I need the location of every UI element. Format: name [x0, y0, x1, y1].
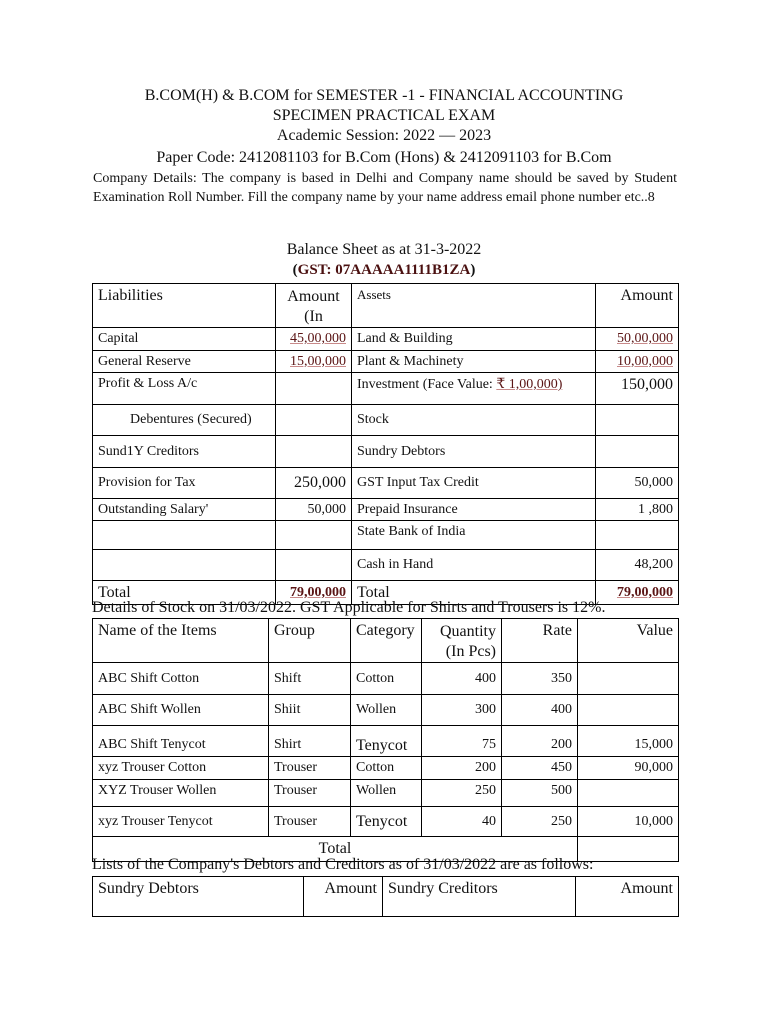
item-name: ABC Shift Wollen: [93, 695, 269, 726]
bs-row: [93, 405, 679, 436]
paper-code: Paper Code: 2412081103 for B.Com (Hons) & 2412091103 for B.Com: [156, 149, 612, 166]
item-category: Tenycot: [351, 726, 422, 757]
stock-total-label: Total: [93, 837, 578, 862]
bs-row: [93, 499, 679, 521]
liability-name: [93, 550, 276, 581]
liability-amount: 250,000: [276, 468, 352, 499]
liability-amount: [276, 550, 352, 581]
gst-number: (GST: 07AAAAA1111B1ZA): [292, 262, 476, 278]
item-value: [578, 663, 679, 695]
item-value: 10,000: [578, 807, 679, 837]
total-amount-left: 79,00,000: [276, 581, 352, 605]
item-value: [578, 695, 679, 726]
asset-name: Prepaid Insurance: [352, 499, 596, 521]
item-group: Shiit: [269, 695, 351, 726]
stock-lead: Details of Stock on 31/03/2022. GST Applicable for Shirts and Trousers is 12%.: [92, 599, 606, 616]
header-sundry-debtors: Sundry Debtors: [93, 877, 304, 917]
liability-amount: [276, 436, 352, 468]
item-quantity: 300: [422, 695, 502, 726]
item-value: 90,000: [578, 757, 679, 780]
liability-name: [93, 521, 276, 550]
bs-row: [93, 550, 679, 581]
liability-amount: 45,00,000: [276, 328, 352, 351]
liability-amount: 50,000: [276, 499, 352, 521]
liability-name: Debentures (Secured): [93, 405, 276, 436]
item-category: Cotton: [351, 757, 422, 780]
asset-amount: [596, 405, 679, 436]
asset-name: GST Input Tax Credit: [352, 468, 596, 499]
asset-name: Land & Building: [352, 328, 596, 351]
liability-name: Outstanding Salary': [93, 499, 276, 521]
item-group: Trouser: [269, 807, 351, 837]
header-sundry-creditors: Sundry Creditors: [383, 877, 576, 917]
item-quantity: 400: [422, 663, 502, 695]
asset-amount: 1 ,800: [596, 499, 679, 521]
bs-row: [93, 468, 679, 499]
liability-amount: 15,00,000: [276, 351, 352, 373]
liability-amount: [276, 521, 352, 550]
item-rate: 350: [502, 663, 578, 695]
item-quantity: 250: [422, 780, 502, 807]
asset-name: Plant & Machinety: [352, 351, 596, 373]
balance-sheet-table: [92, 283, 679, 605]
item-rate: 200: [502, 726, 578, 757]
item-quantity: 200: [422, 757, 502, 780]
item-group: Trouser: [269, 757, 351, 780]
item-name: xyz Trouser Cotton: [93, 757, 269, 780]
header-amount-left: Amount (In: [276, 284, 352, 328]
liability-name: Profit & Loss A/c: [93, 373, 276, 405]
item-value: 15,000: [578, 726, 679, 757]
stock-table: [92, 618, 679, 862]
balance-sheet-title: Balance Sheet as at 31-3-2022: [286, 241, 482, 258]
item-group: Shirt: [269, 726, 351, 757]
total-amount-right: 79,00,000: [596, 581, 679, 605]
liability-name: Sund1Y Creditors: [93, 436, 276, 468]
academic-session: Academic Session: 2022 — 2023: [276, 127, 492, 144]
item-name: XYZ Trouser Wollen: [93, 780, 269, 807]
item-rate: 400: [502, 695, 578, 726]
item-rate: 500: [502, 780, 578, 807]
bs-row: [93, 328, 679, 351]
liability-amount: [276, 373, 352, 405]
item-group: Shift: [269, 663, 351, 695]
header-liabilities: Liabilities: [93, 284, 276, 328]
exam-title: B.COM(H) & B.COM for SEMESTER -1 - FINANCIAL ACCOUNTING: [144, 87, 624, 104]
item-name: ABC Shift Cotton: [93, 663, 269, 695]
stock-header-row: [93, 619, 679, 663]
asset-name: Sundry Debtors: [352, 436, 596, 468]
item-name: ABC Shift Tenycot: [93, 726, 269, 757]
asset-amount: [596, 436, 679, 468]
asset-amount: [596, 521, 679, 550]
asset-name: Cash in Hand: [352, 550, 596, 581]
item-category: Wollen: [351, 695, 422, 726]
bs-row: [93, 436, 679, 468]
exam-subtitle: SPECIMEN PRACTICAL EXAM: [272, 107, 496, 124]
stock-row: [93, 780, 679, 807]
item-name: xyz Trouser Tenycot: [93, 807, 269, 837]
stock-row: [93, 807, 679, 837]
item-category: Cotton: [351, 663, 422, 695]
total-label-right: Total: [352, 581, 596, 605]
asset-name: State Bank of India: [352, 521, 596, 550]
header-category: Category: [351, 619, 422, 663]
asset-amount: 48,200: [596, 550, 679, 581]
item-category: Wollen: [351, 780, 422, 807]
header-debtors-amount: Amount: [304, 877, 383, 917]
header-assets: Assets: [352, 284, 596, 328]
liability-name: Capital: [93, 328, 276, 351]
header-quantity: Quantity (In Pcs): [422, 619, 502, 663]
total-label-left: Total: [93, 581, 276, 605]
stock-row: [93, 695, 679, 726]
asset-amount: 10,00,000: [596, 351, 679, 373]
asset-name: Investment (Face Value: ₹ 1,00,000): [352, 373, 596, 405]
header-creditors-amount: Amount: [576, 877, 679, 917]
stock-row: [93, 726, 679, 757]
item-quantity: 40: [422, 807, 502, 837]
item-group: Trouser: [269, 780, 351, 807]
stock-row: [93, 663, 679, 695]
asset-name: Stock: [352, 405, 596, 436]
bs-row: [93, 521, 679, 550]
debtors-creditors-table: [92, 876, 679, 917]
header-rate: Rate: [502, 619, 578, 663]
company-details: Company Details: The company is based in Delhi and Company name should be saved by Student Examination Roll Number. Fill the company name by your name address email phone number etc..8: [93, 171, 677, 205]
asset-amount: 50,000: [596, 468, 679, 499]
header-item-name: Name of the Items: [93, 619, 269, 663]
item-category: Tenycot: [351, 807, 422, 837]
liability-name: Provision for Tax: [93, 468, 276, 499]
item-rate: 450: [502, 757, 578, 780]
bs-row: [93, 373, 679, 405]
stock-row: [93, 757, 679, 780]
liability-amount: [276, 405, 352, 436]
liability-name: General Reserve: [93, 351, 276, 373]
asset-amount: 150,000: [596, 373, 679, 405]
item-value: [578, 780, 679, 807]
header-group: Group: [269, 619, 351, 663]
item-quantity: 75: [422, 726, 502, 757]
bs-row: [93, 351, 679, 373]
header-amount-right: Amount: [596, 284, 679, 328]
header-value: Value: [578, 619, 679, 663]
debtors-creditors-lead: Lists of the Company's Debtors and Creditors as of 31/03/2022 are as follows:: [92, 856, 594, 873]
item-rate: 250: [502, 807, 578, 837]
asset-amount: 50,00,000: [596, 328, 679, 351]
